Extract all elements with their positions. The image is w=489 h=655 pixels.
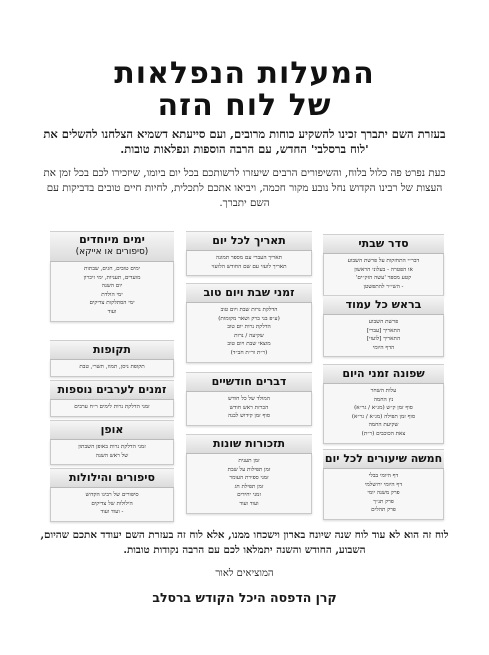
section-line: מוצאי שבת ויום טוב	[227, 341, 271, 348]
section-line: דף היומי ירושלמי	[364, 481, 403, 488]
section-line: המולד של כל חודש	[228, 396, 270, 402]
section-line: הילולות של צדיקים	[91, 500, 133, 507]
section-line: - ועוד ועוד	[100, 509, 124, 516]
section-page-header	[323, 295, 444, 357]
section-line: יום השנה	[101, 283, 123, 290]
section-line: נץ החמה	[373, 396, 394, 403]
publisher-name: קרן הדפסה היכל הקודש ברסלב	[152, 590, 337, 605]
section-line: של ראש השנה	[95, 452, 129, 459]
page-title-line2: של לוח הזה	[157, 88, 332, 123]
section-stories	[50, 468, 174, 522]
section-title: חמשה שיעורים לכל יום	[323, 449, 444, 469]
section-title: אופן	[50, 420, 174, 440]
section-line: הדלקת נרות שבת ויום טוב	[220, 307, 278, 313]
section-shabbat-order	[323, 234, 444, 296]
section-manner	[50, 420, 174, 465]
section-line: תאריך העברי עם מספר תמונה	[215, 255, 283, 261]
section-title: סדר שבתי	[323, 234, 444, 254]
section-line: עלות השחר	[370, 388, 397, 394]
section-title: תקופות	[50, 340, 174, 360]
section-title: תאריך לכל יום	[186, 231, 312, 251]
section-line: דבר״י התחזקות על פרשת השבוע	[347, 258, 420, 264]
section-subtitle: (סיפורים או אייקא)	[75, 247, 149, 257]
section-line: פרק תהלים	[371, 507, 396, 514]
outro-paragraph: לוח זה הוא לא עוד לוח שנה שיונח בארון וישכחו ממנו, אלא לוח זה בעזרת השם יעודד אתכם שהיום, השבוע, החודש והשנה יתמלאו לכם עם הרבה נקודות טובות.	[40, 529, 449, 556]
section-seasons	[50, 340, 174, 377]
section-line: התאריך [לועזי]	[366, 336, 401, 343]
section-line: הדלקת נרות יום טוב	[227, 324, 271, 331]
section-line: ימי הולדת	[101, 291, 123, 298]
section-line: פרק תנ״ך	[373, 498, 394, 505]
section-title: סיפורים והילולות	[50, 468, 174, 488]
section-title: שפונה זמני היום	[323, 364, 444, 384]
section-line: זמני הדלקת נרות לימים ר״ח ערבים	[74, 404, 150, 410]
section-special-days	[50, 231, 174, 322]
section-line: זמני הדלקת נרות באופן השבתון	[78, 444, 146, 450]
section-line: זמן תפילת חג	[234, 483, 264, 490]
section-line: תאריך לועזי עם שם החודש הלועזי	[211, 263, 287, 270]
section-line: (ר״ת ור״ת חב״ד)	[230, 349, 268, 356]
section-line: הכרזת ראש חודש	[229, 404, 269, 411]
section-line: שקיעה / נרות	[234, 332, 264, 339]
section-five-lessons	[323, 449, 444, 520]
section-line: הדף היומי	[372, 344, 395, 351]
section-line: שקיעת החמה	[368, 422, 399, 429]
intro-body-paragraph: כעת נפרט פה כלול בלוח, והשיפורים הרבים שיעזרו לרשותכם בכל יום ביומו, שיזכירו לכם בכל זמן את העצות של רבינו הקדוש נחל נובע מקור חכמה, ויביאו אתכם לתכלית, לחיות חיים טובים בדביקות עם השם יתברך.	[43, 167, 446, 209]
section-line: ימי הסתלקות צדיקים	[89, 300, 135, 307]
section-monthly	[186, 372, 312, 426]
section-title	[50, 231, 174, 262]
section-line: סוף זמן קידוש לבנה	[227, 413, 271, 420]
publisher-label: המוציאים לאור	[215, 568, 274, 579]
section-title-text: ימים מיוחדים	[79, 233, 145, 246]
section-title: בראש כל עמוד	[323, 295, 444, 315]
section-line: מועדים, תעניות, ימי זיכרון	[83, 274, 141, 281]
section-title: זמנים לערבים נוספות	[50, 380, 174, 400]
section-line: - השי״ר להתפשטן	[363, 283, 404, 290]
section-line: ועוד	[107, 308, 117, 315]
section-extra-times	[50, 380, 174, 417]
section-line: ועוד ועוד	[239, 500, 259, 507]
section-title: דברים חודשיים	[186, 372, 312, 392]
section-line: סוף זמן תפילה (מג״א / גר״א)	[351, 413, 416, 420]
section-line: קטע מספר 'עשה הזק״ים'	[355, 275, 412, 282]
intro-bold-paragraph: בעזרת השם יתברך זכינו להשקיע כוחות מרובים, ועם סייעתא דשמיא הצלחנו להשלים את 'לוח ברסלבי' החדש, עם הרבה הוספות ונפלאות טובות.	[43, 127, 446, 156]
section-line: פרק משנה יומי	[367, 490, 400, 497]
section-line: זמני יחידים	[237, 492, 261, 499]
section-title: זמני שבת ויום טוב	[186, 283, 312, 303]
section-shabbat-times	[186, 283, 312, 363]
section-line: צאת הכוכבים (ר״ת)	[361, 430, 406, 437]
section-line: סיפורים של רבינו הקדוש	[85, 492, 139, 498]
page-title-line1: המעלות הנפלאות	[114, 56, 375, 91]
section-reminders	[186, 434, 312, 514]
section-daily-times	[323, 364, 444, 444]
section-line: פרשת השבוע	[368, 319, 399, 325]
section-line: סוף זמן ק״ש (מג״א / גר״א)	[354, 405, 413, 412]
section-daily-date	[186, 231, 312, 276]
section-line: זמן תענית	[238, 458, 260, 464]
section-line: זמני ספירת העומר	[229, 475, 269, 482]
section-line: התאריך [עברי]	[366, 327, 401, 334]
section-line: תקופת ניסן, תמוז, תשרי, טבת	[79, 364, 145, 370]
section-line: או הפטרה - בעלוני הראשון	[354, 266, 413, 273]
section-line: ימים טובים, חגים, שבתות	[83, 266, 141, 272]
section-line: (ע״פ בני ברק ושאר מקומות)	[218, 315, 280, 322]
section-title: תזכורות שונות	[186, 434, 312, 454]
section-line: זמן תפילות על שבת	[227, 466, 271, 473]
section-line: דף היומי בבלי	[368, 473, 399, 479]
